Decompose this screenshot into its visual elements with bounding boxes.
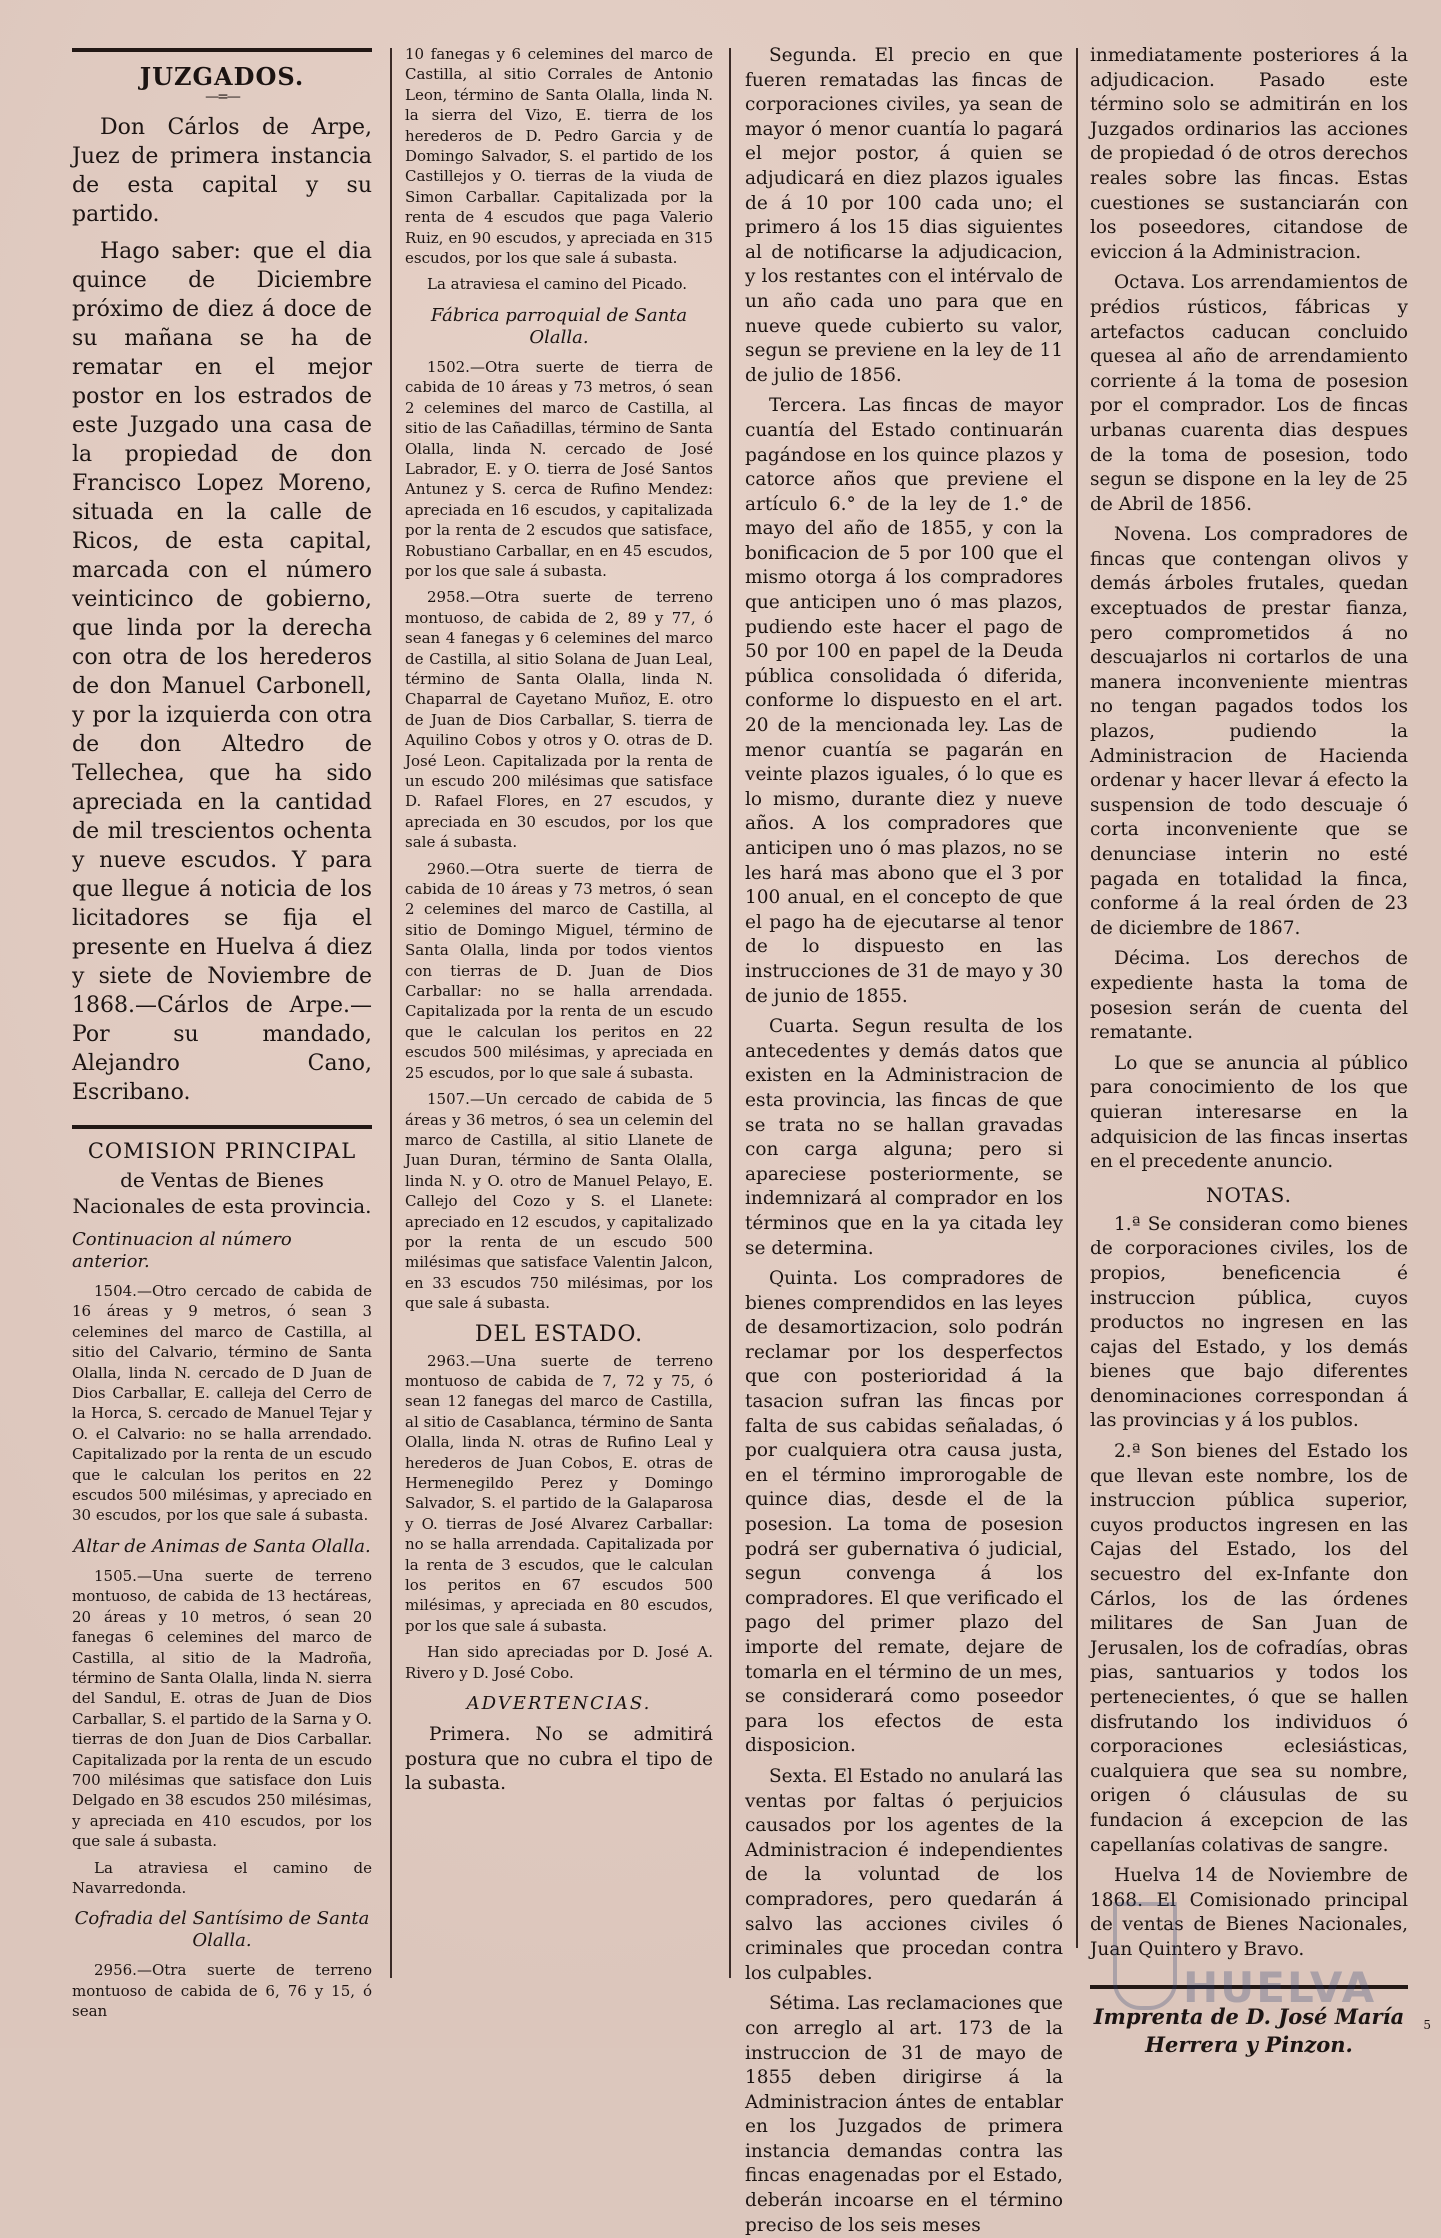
lot-2956-note: La atraviesa el camino del Picado.	[427, 275, 687, 294]
advertencia-decima: Décima. Los derechos de expediente hasta la toma de posesion serán de cuenta del rematante.	[1090, 948, 1408, 1044]
lot-1502: 1502.—Otra suerte de tierra de cabida de 10 áreas y 73 metros, ó sean 2 celemines del marco de Castilla, al sitio de las Cañadillas, término de Santa Olalla, linda N. cercado de José Labrador, E. y O. tierra de José Santos Antunez y S. cerca de Rufino Mendez: apreciada en 16 escudos, y capitalizada por la renta de 2 escudos que satisface, Robustiano Carballar, en en 45 escudos, por los que sale á subasta.	[405, 357, 713, 580]
lot-2956: 2956.—Otra suerte de terreno montuoso de cabida de 6, 76 y 15, ó sean	[72, 1961, 372, 2021]
lot-1507: 1507.—Un cercado de cabida de 5 áreas y 36 metros, ó sea un celemin del marco de Castilla, al sitio Llanete de Juan Duran, término de Santa Olalla, linda N. y O. otro de Manuel Pelayo, E. Callejo del Cozo y S. el Llanete: apreciado en 12 escudos, y capitalizado por la renta de un escudo 500 milésimas que satisface Valentin Jalcon, en 33 escudos 750 milésimas, por los que sale á subasta.	[405, 1090, 713, 1313]
advertencia-sexta: Sexta. El Estado no anulará las ventas por faltas ó perjuicios causados por los agentes de la Administracion é independientes de la voluntad de los compradores, pero quedarán á salvo las acciones civiles ó criminales que procedan contra los culpables.	[745, 1765, 1063, 1984]
column-1	[72, 44, 372, 2021]
lot-2958: 2958.—Otra suerte de terreno montuoso, de cabida de 2, 89 y 77, ó sean 4 fanegas y 6 celemines del marco de Castilla, al sitio Solana de Juan Leal, término de Santa Olalla, linda N. Chaparral de Cayetano Muñoz, E. otro de Juan de Dios Carballar, S. tierra de Aquilino Cobos y otros y O. otras de D. José Leon. Capitalizada por la renta de un escudo 200 milésimas que satisface D. Rafael Flores, en 27 escudos, y apreciada en 30 escudos, por los que sale á subasta.	[405, 588, 713, 852]
heading-cofradia: Cofradia del Santísimo de Santa Olalla.	[74, 1908, 370, 1952]
heading-altar-animas: Altar de Animas de Santa Olalla.	[73, 1535, 371, 1557]
advertencia-tercera: Tercera. Las fincas de mayor cuantía del Estado continuarán pagándose en los quince plazos y catorce años que previene el artículo 6.° de la ley de 1.° de mayo del año de 1855, y con la bonificacion de 5 por 100 que el mismo otorga á los compradores que anticipen uno ó mas plazos, pudiendo este hacer el pago de 50 por 100 en papel de la Deuda pública consolidada ó diferida, conforme lo dispuesto en el art. 20 de la mencionada ley. Las de menor cuantía se pagarán en veinte plazos iguales, ó lo que es lo mismo, durante diez y nueve años. A los compradores que anticipen uno ó mas plazos, no se les hará mas abono que el 3 por 100 anual, en el concepto de que el pago ha de ejecutarse al tenor de lo dispuesto en las instrucciones de 31 de mayo y 30 de junio de 1855.	[745, 395, 1063, 1007]
comision-title: COMISION PRINCIPAL	[87, 1139, 357, 1163]
column-2	[405, 44, 713, 2018]
lot-2963: 2963.—Una suerte de terreno montuoso de cabida de 7, 72 y 75, ó sean 12 fanegas del marco de Castilla, al sitio de Casablanca, término de Santa Olalla, linda N. otras de Rufino Leal y herederos de Juan Cobos, E. otras de Hermenegildo Perez y Domingo Salvador, S. el partido de la Galaparosa y O. tierras de José Alvarez Carballar: no se halla arrendada. Capitalizada por la renta de 3 escudos, que le calculan los peritos en 67 escudos 500 milésimas, y apreciada en 80 escudos, por los que sale á subasta.	[405, 1351, 713, 1635]
page-number: 5	[1423, 2018, 1431, 2032]
column-divider	[390, 48, 392, 1978]
heading-advertencias: ADVERTENCIAS.	[466, 1693, 652, 1715]
lot-2960: 2960.—Otra suerte de tierra de cabida de 10 áreas y 73 metros, ó sean 2 celemines del marco de Castilla, al sitio de Domingo Miguel, término de Santa Olalla, linda por todos vientos con tierras de D. Juan de Dios Carballar: no se halla arrendada. Capitalizada por la renta de un escudo que le calculan los peritos en 22 escudos 500 milésimas, y apreciada en 25 escudos, por lo que sale á subasta.	[405, 859, 713, 1082]
advertencia-octava: Octava. Los arrendamientos de prédios rústicos, fábricas y artefactos caducan concluido quesea al año de arrendamiento corriente á la toma de posesion por el comprador. Los de fincas urbanas cuarenta dias despues de la toma de posesion, todo segun se dispone en la ley de 25 de Abril de 1856.	[1090, 272, 1408, 515]
lot-1504: 1504.—Otro cercado de cabida de 16 áreas y 9 metros, ó sean 3 celemines del marco de Castilla, al sitio del Calvario, término de Santa Olalla, linda N. cercado de D Juan de Dios Carballar, E. calleja del Cerro de la Horca, S. cercado de Manuel Tejar y O. el Calvario: no se halla arrendado. Capitalizado por la renta de un escudo que le calculan los peritos en 22 escudos 500 milésimas, y apreciado en 30 escudos, por los que sale á subasta.	[72, 1282, 372, 1525]
heading-fabrica-parroquial: Fábrica parroquial de Santa Olalla.	[430, 304, 688, 348]
advertencia-setima: Sétima. Las reclamaciones que con arreglo al art. 173 de la instruccion de 31 de mayo de 1855 deben dirigirse á la Administracion ántes de entablar en los Juzgados de primera instancia demandas contra las fincas enagenadas por el Estado, deberán incoarse en el término preciso de los seis meses	[745, 1993, 1063, 2236]
appraisers-note: Han sido apreciadas por D. José A. Rivero y D. José Cobo.	[405, 1643, 713, 1682]
column-divider	[729, 48, 731, 1978]
column-3	[745, 44, 1063, 2236]
comision-subtitle: de Ventas de Bienes Nacionales de esta provincia.	[72, 1168, 372, 1218]
printer-line-1: Imprenta de D. José María	[1093, 2003, 1405, 2029]
edict-paragraph: Hago saber: que el dia quince de Diciembre próximo de diez á doce de su mañana se ha de rematar en el mejor postor en los estrados de este Juzgado una casa de la propiedad de don Francisco Lopez Moreno, situada en la calle de Ricos, de esta capital, marcada con el número veinticinco de gobierno, que linda por la derecha con otra de los herederos de don Manuel Carbonell, y por la izquierda con otra de don Altedro de Tellechea, que ha sido apreciada en la cantidad de mil trescientos ochenta y nueve escudos. Y para que llegue á noticia de los licitadores se fija el presente en Huelva á diez y siete de Noviembre de 1868.—Cárlos de Arpe.—Por su mandado, Alejandro Cano, Escribano.	[72, 239, 372, 1105]
heading-del-estado: DEL ESTADO.	[474, 1321, 644, 1347]
archive-watermark	[1113, 1872, 1413, 2022]
date-signature: Huelva 14 de Noviembre de 1868. El Comisionado principal de ventas de Bienes Nacionales, Juan Quintero y Bravo.	[1090, 1865, 1408, 1960]
heading-notas: NOTAS.	[1206, 1182, 1292, 1207]
watermark-text: HUELVA	[1183, 1963, 1377, 2012]
title-ornament: —=—	[205, 89, 239, 105]
advertencia-segunda: Segunda. El precio en que fueren rematadas las fincas de corporaciones civiles, ya sean de mayor ó menor cuantía lo pagará el mejor postor, á quien se adjudicará en diez plazos iguales de á 10 por 100 cada uno; el primero á los 15 dias siguientes al de notificarse la adjudicacion, y los restantes con el intérvalo de un año cada uno para que en nueve quede cubierto su valor, segun se previene en la ley de 11 de julio de 1856.	[745, 45, 1063, 386]
continuation-note: Continuacion al número anterior.	[72, 1229, 292, 1272]
column-divider	[1076, 48, 1078, 1948]
nota-2: 2.ª Son bienes del Estado los que llevan este nombre, los de instruccion pública superior, cuyos productos ingresen en las Cajas del Estado, los del secuestro del ex-Infante don Cárlos, los de las órdenes militares de San Juan de Jerusalen, los de cofradías, obras pias, santuarios y todos los pertenecientes, ó que se hallen disfrutando los individuos ó corporaciones eclesiásticas, cualquiera que sea su nombre, origen ó cláusulas de su fundacion á excepcion de las capellanías colativas de sangre.	[1090, 1441, 1408, 1856]
nota-1: 1.ª Se consideran como bienes de corporaciones civiles, los de propios, beneficencia é instruccion pública, cuyos productos no ingresen en las cajas del Estado, y los demás bienes que bajo diferentes denominaciones correspondan á las provincias y á los publos.	[1090, 1213, 1408, 1432]
advertencia-novena: Novena. Los compradores de fincas que contengan olivos y demás árboles frutales, quedan exceptuados de prestar fianza, pero comprometidos á no descuajarlos ni cortarlos de una manera inconveniente mientras no tengan pagados todos los plazos, pudiendo la Administracion de Hacienda ordenar y hacer llevar á efecto la suspension de todo descuaje ó corta inconveniente que se denunciase interin no esté pagada en totalidad la finca, conforme á la real órden de 23 de diciembre de 1867.	[1090, 524, 1408, 939]
public-announcement: Lo que se anuncia al público para conocimiento de los que quieran interesarse en la adquisicion de las fincas insertas en el precedente anuncio.	[1090, 1052, 1408, 1173]
lot-1505: 1505.—Una suerte de terreno montuoso, de cabida de 13 hectáreas, 20 áreas y 10 metros, ó sean 20 fanegas 6 celemines del marco de Castilla, al sitio de la Madroña, término de Santa Olalla, linda N. sierra del Sandul, E. otras de Juan de Dios Carballar, S. el partido de la Sarna y O. tierras de don Juan de Dios Carballar. Capitalizada por la renta de un escudo 700 milésimas que satisface don Luis Delgado en 38 escudos 250 milésimas, y apreciada en 410 escudos, por los que sale á subasta.	[72, 1566, 372, 1851]
opening-paragraph: Don Cárlos de Arpe, Juez de primera instancia de esta capital y su partido.	[72, 115, 372, 227]
printer-line-2: Herrera y Pinzon.	[1145, 2031, 1353, 2057]
advertencia-quinta: Quinta. Los compradores de bienes comprendidos en las leyes de desamortizacion, solo podrán reclamar por los desperfectos que con posterioridad á la tasacion sufran las fincas por falta de sus cabidas señaladas, ó por cualquiera otra causa justa, en el término improrogable de quince dias, desde el de la posesion. La toma de posesion podrá ser gubernativa ó judicial, segun convenga á los compradores. El que verificado el pago del primer plazo del importe del remate, dejare de tomarla en el término de un mes, se considerará como poseedor para los efectos de esta disposicion.	[745, 1268, 1063, 1757]
advertencia-setima-continued: inmediatamente posteriores á la adjudicacion. Pasado este término solo se admitirán en los Juzgados ordinarios las acciones de propiedad ó de otros derechos reales sobre las fincas. Estas cuestiones se sustanciarán con los poseedores, citandose de eviccion á la Administracion.	[1090, 45, 1408, 263]
section-rule	[72, 1125, 372, 1129]
column-4	[1090, 44, 1408, 2057]
section-title-juzgados: JUZGADOS.	[139, 62, 305, 91]
top-rule	[72, 48, 372, 52]
advertencia-primera: Primera. No se admitirá postura que no cubra el tipo de la subasta.	[405, 1724, 713, 1795]
coat-of-arms-icon	[1113, 1902, 1177, 2010]
lot-1505-note: La atraviesa el camino de Navarredonda.	[72, 1858, 372, 1897]
lot-2956-continued: 10 fanegas y 6 celemines del marco de Castilla, al sitio Corrales de Antonio Leon, término de Santa Olalla, linda N. la sierra del Vizo, E. tierra de los herederos de D. Pedro Garcia y de Domingo Salvador, S. el partido de los Castillejos y O. tierras de la viuda de Simon Carballar. Capitalizada por la renta de 4 escudos que paga Valerio Ruiz, en 90 escudos, y apreciada en 315 escudos, por los que sale á subasta.	[405, 45, 713, 268]
advertencia-cuarta: Cuarta. Segun resulta de los antecedentes y demás datos que existen en la Administracion de esta provincia, las fincas de que se trata no se hallan gravadas con carga alguna; pero si apareciese posteriormente, se indemnizará al comprador en los términos que en la ya citada ley se determina.	[745, 1016, 1063, 1259]
